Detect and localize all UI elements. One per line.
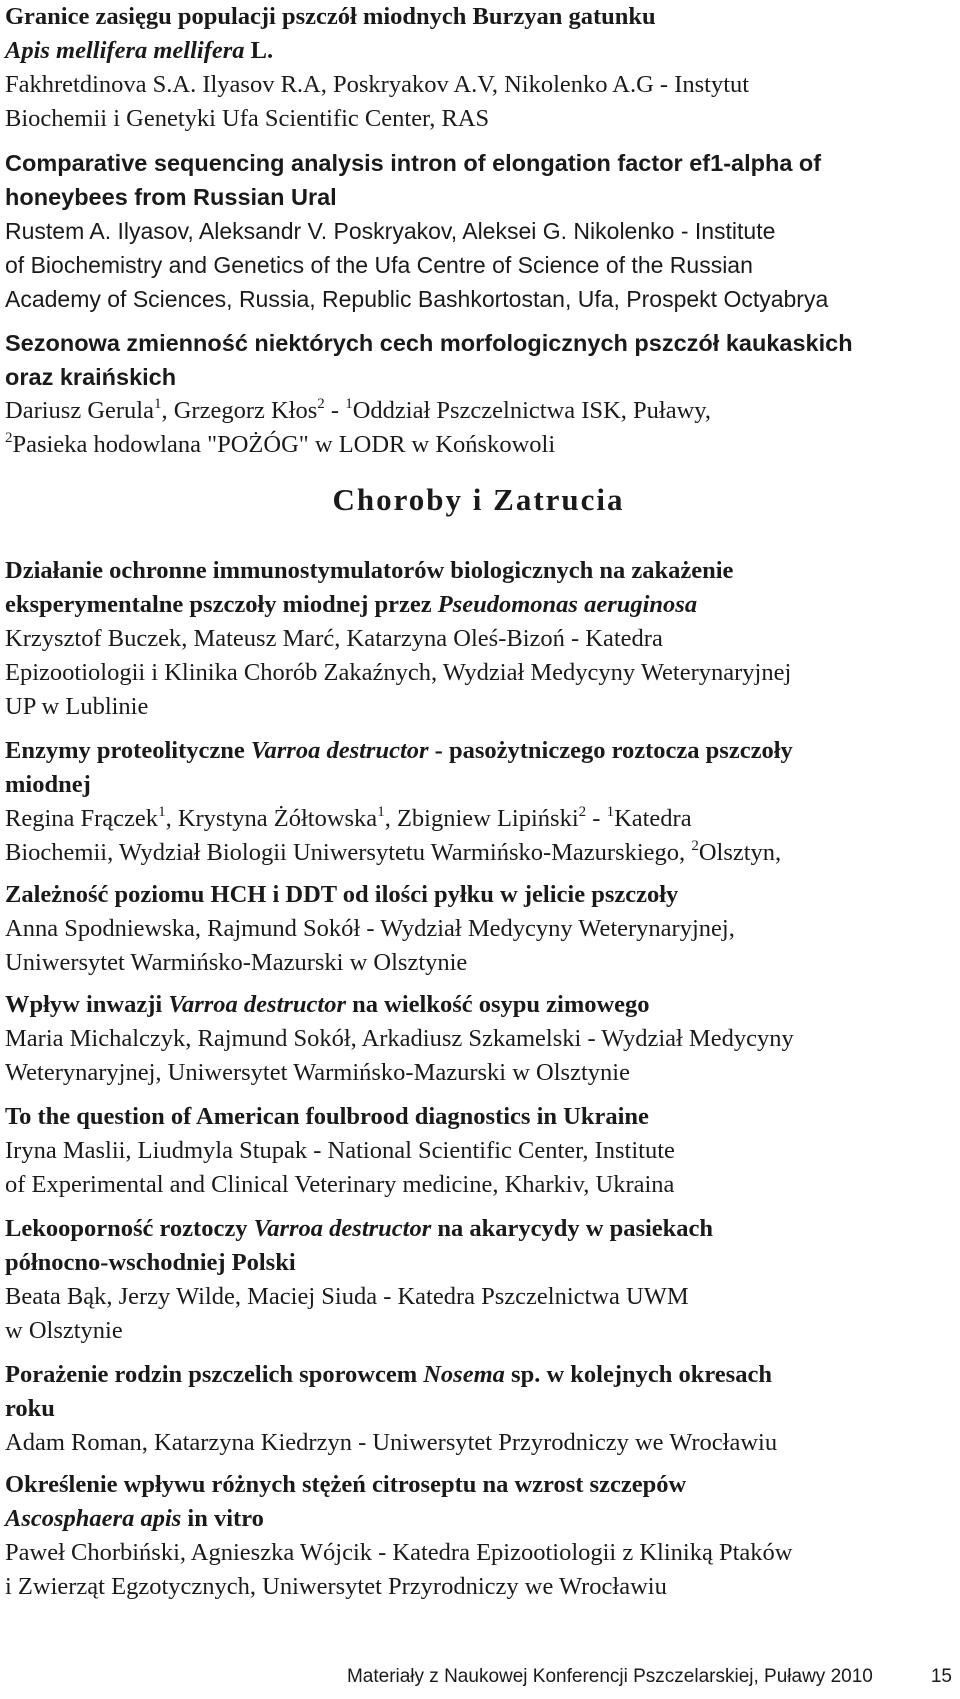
- entry-title-line: Comparative sequencing analysis intron of elongation factor ef1-alpha of: [5, 150, 822, 176]
- bibliography-entry: [5, 146, 952, 316]
- entry-title-line: miodnej: [5, 771, 91, 798]
- entry-title-line: roku: [5, 1395, 55, 1422]
- bibliography-entry: [5, 0, 952, 136]
- entry-authors: [5, 1426, 952, 1460]
- entry-authors-line: Paweł Chorbiński, Agnieszka Wójcik - Katedra Epizootiologii z Kliniką Ptaków: [5, 1539, 793, 1566]
- bibliography-entry: [5, 988, 952, 1090]
- bibliography-entry: [5, 1358, 952, 1460]
- document-page: [5, 0, 952, 1614]
- entry-authors-line: Biochemii, Wydział Biologii Uniwersytetu Warmińsko-Mazurskiego, $^2$Olsztyn,: [5, 838, 782, 866]
- entry-title-line: Ascosphaera apis in vitro: [5, 1505, 264, 1532]
- entry-authors-line: Adam Roman, Katarzyna Kiedrzyn - Uniwersytet Przyrodniczy we Wrocławiu: [5, 1429, 778, 1456]
- entry-title-line: Enzymy proteolityczne Varroa destructor - pasożytniczego roztocza pszczoły: [5, 737, 793, 764]
- entry-authors: [5, 802, 952, 870]
- entry-title-line: honeybees from Russian Ural: [5, 184, 337, 210]
- entry-authors: [5, 394, 952, 462]
- entry-authors-line: Anna Spodniewska, Rajmund Sokół - Wydział Medycyny Weterynaryjnej,: [5, 915, 735, 942]
- entry-title-line: Lekooporność roztoczy Varroa destructor na akarycydy w pasiekach: [5, 1215, 714, 1242]
- bibliography-entry: [5, 734, 952, 870]
- entry-authors-line: Beata Bąk, Jerzy Wilde, Maciej Siuda - Katedra Pszczelnictwa UWM: [5, 1283, 689, 1310]
- entry-authors: [5, 1022, 952, 1090]
- entry-authors-line: Biochemii i Genetyki Ufa Scientific Center, RAS: [5, 105, 490, 132]
- bibliography-entry: [5, 1100, 952, 1202]
- entry-title-line: oraz kraińskich: [5, 364, 177, 390]
- entry-authors-line: UP w Lublinie: [5, 693, 149, 720]
- entry-title-line: Wpływ inwazji Varroa destructor na wielkość osypu zimowego: [5, 991, 650, 1018]
- entry-authors-line: w Olsztynie: [5, 1317, 123, 1344]
- entry-authors: [5, 68, 952, 136]
- entry-authors: [5, 214, 952, 316]
- entries-top: [5, 0, 952, 462]
- entry-authors-line: Dariusz Gerula$^1$, Grzegorz Kłos$^2$ - $^1$Oddział Pszczelnictwa ISK, Puławy,: [5, 396, 712, 424]
- entry-authors-line: Fakhretdinova S.A. Ilyasov R.A, Poskryakov A.V, Nikolenko A.G - Instytut: [5, 71, 750, 98]
- page-footer: [347, 1666, 952, 1688]
- entry-authors-line: Regina Frączek$^1$, Krystyna Żółtowska$^1$, Zbigniew Lipiński$^2$ - $^1$Katedra: [5, 804, 692, 832]
- entry-authors-line: of Experimental and Clinical Veterinary medicine, Kharkiv, Ukraina: [5, 1171, 675, 1198]
- entry-title-line: Działanie ochronne immunostymulatorów biologicznych na zakażenie: [5, 557, 734, 584]
- footer-text: Materiały z Naukowej Konferencji Pszczelarskiej, Puławy 2010: [346, 1666, 873, 1687]
- entry-authors-line: Epizootiologii i Klinika Chorób Zakaźnych, Wydział Medycyny Weterynaryjnej: [5, 659, 792, 686]
- entry-title-line: Sezonowa zmienność niektórych cech morfologicznych pszczół kaukaskich: [5, 330, 853, 356]
- entry-authors: [5, 1280, 952, 1348]
- entry-authors-line: Krzysztof Buczek, Mateusz Marć, Katarzyna Oleś-Bizoń - Katedra: [5, 625, 663, 652]
- entry-authors-line: Uniwersytet Warmińsko-Mazurski w Olsztynie: [5, 949, 468, 976]
- page-number: 15: [930, 1666, 952, 1687]
- bibliography-entry: [5, 1468, 952, 1604]
- entry-authors-line: $^2$Pasieka hodowlana "POŻÓG" w LODR w Końskowoli: [5, 430, 556, 458]
- entry-title-line: Granice zasięgu populacji pszczół miodnych Burzyan gatunku: [5, 3, 656, 30]
- entry-title-line: Apis mellifera mellifera L.: [5, 37, 274, 64]
- entry-authors-line: Iryna Maslii, Liudmyla Stupak - National Scientific Center, Institute: [5, 1137, 675, 1164]
- entry-authors: [5, 622, 952, 724]
- entry-authors-line: i Zwierząt Egzotycznych, Uniwersytet Przyrodniczy we Wrocławiu: [5, 1573, 667, 1600]
- entry-authors: [5, 912, 952, 980]
- entry-title-line: Zależność poziomu HCH i DDT od ilości pyłku w jelicie pszczoły: [5, 881, 679, 908]
- entry-title-line: północno-wschodniej Polski: [5, 1249, 296, 1276]
- entry-authors: [5, 1134, 952, 1202]
- entry-title-line: Porażenie rodzin pszczelich sporowcem Nosema sp. w kolejnych okresach: [5, 1361, 772, 1388]
- bibliography-entry: [5, 326, 952, 462]
- entry-authors-line: Weterynaryjnej, Uniwersytet Warmińsko-Mazurski w Olsztynie: [5, 1059, 630, 1086]
- entry-authors: [5, 1536, 952, 1604]
- entry-authors-line: Rustem A. Ilyasov, Aleksandr V. Poskryakov, Aleksei G. Nikolenko - Institute: [5, 218, 776, 244]
- bibliography-entry: [5, 878, 952, 980]
- section-heading: Choroby i Zatrucia: [332, 482, 625, 517]
- entry-authors-line: Academy of Sciences, Russia, Republic Bashkortostan, Ufa, Prospekt Octyabrya: [5, 286, 829, 312]
- entry-title-line: eksperymentalne pszczoły miodnej przez Pseudomonas aeruginosa: [5, 591, 698, 618]
- bibliography-entry: [5, 1212, 952, 1348]
- entry-title-line: Określenie wpływu różnych stężeń citroseptu na wzrost szczepów: [5, 1471, 687, 1498]
- entry-title-line: To the question of American foulbrood diagnostics in Ukraine: [5, 1103, 649, 1130]
- entries-bottom: [5, 554, 952, 1604]
- bibliography-entry: [5, 554, 952, 724]
- entry-authors-line: Maria Michalczyk, Rajmund Sokół, Arkadiusz Szkamelski - Wydział Medycyny: [5, 1025, 794, 1052]
- entry-authors-line: of Biochemistry and Genetics of the Ufa Centre of Science of the Russian: [5, 252, 753, 278]
